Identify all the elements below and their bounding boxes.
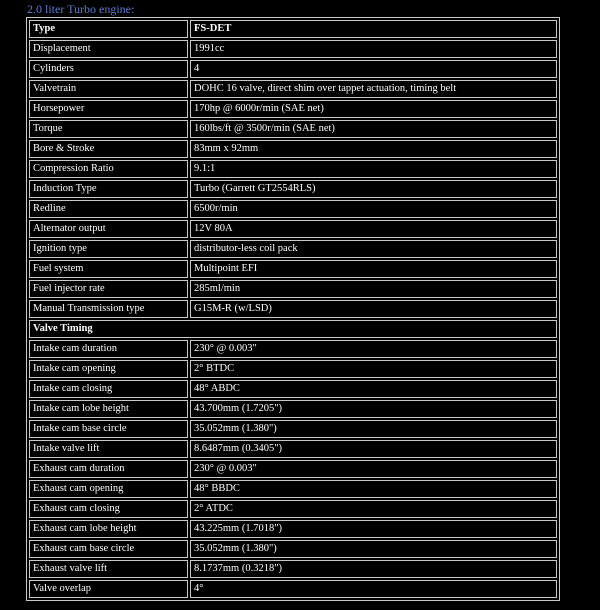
spec-label: Exhaust cam closing: [29, 500, 188, 518]
spec-label: Horsepower: [29, 100, 188, 118]
spec-value: Turbo (Garrett GT2554RLS): [190, 180, 557, 198]
spec-label: Induction Type: [29, 180, 188, 198]
table-row: [29, 520, 557, 538]
table-row: [29, 440, 557, 458]
spec-label: Ignition type: [29, 240, 188, 258]
table-row: [29, 420, 557, 438]
spec-label: Intake cam base circle: [29, 420, 188, 438]
table-row: [29, 560, 557, 578]
spec-label: Exhaust cam opening: [29, 480, 188, 498]
spec-value: 48° BBDC: [190, 480, 557, 498]
spec-label: Valvetrain: [29, 80, 188, 98]
engine-spec-table: [26, 17, 560, 601]
spec-value: 230° @ 0.003": [190, 340, 557, 358]
spec-value: 285ml/min: [190, 280, 557, 298]
spec-label: Type: [29, 20, 188, 38]
table-row: [29, 240, 557, 258]
table-row: [29, 100, 557, 118]
table-row: [29, 140, 557, 158]
spec-label: Valve overlap: [29, 580, 188, 598]
spec-value: 43.700mm (1.7205"): [190, 400, 557, 418]
table-row: [29, 580, 557, 598]
spec-label: Exhaust cam duration: [29, 460, 188, 478]
spec-label: Fuel injector rate: [29, 280, 188, 298]
table-row: [29, 500, 557, 518]
spec-label: Displacement: [29, 40, 188, 58]
table-row: [29, 40, 557, 58]
spec-value: 83mm x 92mm: [190, 140, 557, 158]
spec-value: 43.225mm (1.7018"): [190, 520, 557, 538]
spec-value: DOHC 16 valve, direct shim over tappet actuation, timing belt: [190, 80, 557, 98]
table-row: [29, 460, 557, 478]
spec-value: 35.052mm (1.380"): [190, 540, 557, 558]
table-row: [29, 280, 557, 298]
table-row: [29, 400, 557, 418]
spec-label: Cylinders: [29, 60, 188, 78]
spec-value: 12V 80A: [190, 220, 557, 238]
spec-value: FS-DET: [190, 20, 557, 38]
spec-label: Exhaust cam lobe height: [29, 520, 188, 538]
spec-label: Intake valve lift: [29, 440, 188, 458]
table-row: [29, 360, 557, 378]
spec-label: Intake cam closing: [29, 380, 188, 398]
section-row: [29, 320, 557, 338]
spec-label: Exhaust valve lift: [29, 560, 188, 578]
spec-value: 8.1737mm (0.3218"): [190, 560, 557, 578]
table-row: [29, 220, 557, 238]
table-row: [29, 260, 557, 278]
spec-value: 48° ABDC: [190, 380, 557, 398]
table-row: [29, 60, 557, 78]
table-row: [29, 180, 557, 198]
spec-label: Intake cam opening: [29, 360, 188, 378]
spec-value: 6500r/min: [190, 200, 557, 218]
table-row: [29, 300, 557, 318]
table-row: [29, 20, 557, 38]
spec-value: 35.052mm (1.380"): [190, 420, 557, 438]
spec-label: Bore & Stroke: [29, 140, 188, 158]
spec-label: Torque: [29, 120, 188, 138]
spec-value: 2° BTDC: [190, 360, 557, 378]
spec-value: distributor-less coil pack: [190, 240, 557, 258]
valve-timing-section-title: Valve Timing: [29, 320, 557, 338]
spec-value: 9.1:1: [190, 160, 557, 178]
spec-value: 4°: [190, 580, 557, 598]
spec-label: Alternator output: [29, 220, 188, 238]
page-heading: 2.0 liter Turbo engine:: [27, 2, 135, 16]
spec-label: Exhaust cam base circle: [29, 540, 188, 558]
table-row: [29, 480, 557, 498]
spec-value: 160lbs/ft @ 3500r/min (SAE net): [190, 120, 557, 138]
table-row: [29, 160, 557, 178]
table-row: [29, 80, 557, 98]
spec-value: 2° ATDC: [190, 500, 557, 518]
spec-value: 1991cc: [190, 40, 557, 58]
spec-label: Compression Ratio: [29, 160, 188, 178]
table-row: [29, 120, 557, 138]
spec-value: Multipoint EFI: [190, 260, 557, 278]
spec-label: Intake cam duration: [29, 340, 188, 358]
table-row: [29, 200, 557, 218]
spec-label: Redline: [29, 200, 188, 218]
table-row: [29, 540, 557, 558]
spec-label: Manual Transmission type: [29, 300, 188, 318]
table-row: [29, 340, 557, 358]
spec-value: 170hp @ 6000r/min (SAE net): [190, 100, 557, 118]
spec-value: 4: [190, 60, 557, 78]
spec-label: Intake cam lobe height: [29, 400, 188, 418]
spec-value: G15M-R (w/LSD): [190, 300, 557, 318]
spec-value: 8.6487mm (0.3405"): [190, 440, 557, 458]
table-row: [29, 380, 557, 398]
spec-label: Fuel system: [29, 260, 188, 278]
spec-value: 230° @ 0.003": [190, 460, 557, 478]
